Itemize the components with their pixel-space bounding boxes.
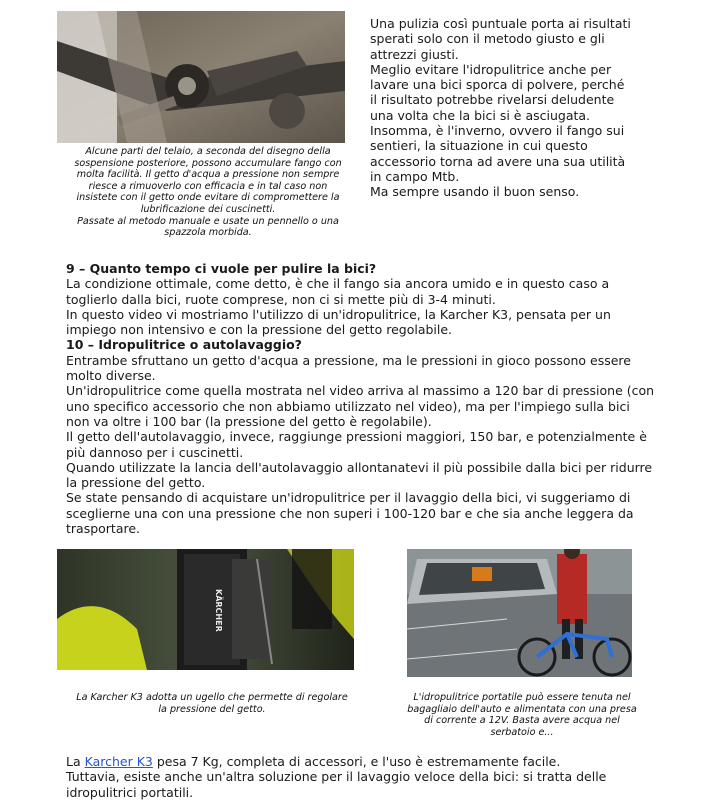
bike-frame-mud-photo-image	[57, 11, 345, 143]
section-9-paragraph: In questo video vi mostriamo l'utilizzo di un'idropulitrice, la Karcher K3, pensata per un impiego non intensivo e con la pressione del getto regolabile.	[66, 306, 611, 338]
section-10-paragraph: Entrambe sfruttano un getto d'acqua a pressione, ma le pressioni in gioco possono essere molto diverse.	[66, 352, 631, 384]
bottom-prefix: La	[66, 754, 85, 769]
section-10-paragraph: Se state pensando di acquistare un'idropulitrice per il lavaggio della bici, vi suggeriamo di sceglierne una con una pressione che non superi i 100-120 bar e che sia anche leggera da trasportare.	[66, 490, 634, 537]
right-paragraph: Meglio evitare l'idropulitrice anche per lavare una bici sporca di polvere, perché il risultato potrebbe rivelarsi deludente una volta che la bici si è asciugata.	[370, 61, 625, 123]
section-9-paragraph: La condizione ottimale, come detto, è che il fango sia ancora umido e in questo caso a toglierlo dalla bici, ruote comprese, non ci si mette più di 3-4 minuti.	[66, 276, 610, 307]
right-paragraph: Insomma, è l'inverno, ovvero il fango sui sentieri, la situazione in cui questo accessorio torna ad avere una sua utilità in campo Mtb.	[370, 123, 626, 184]
section-9-heading: 9 – Quanto tempo ci vuole per pulire la bici?	[66, 261, 377, 276]
bottom-paragraph-1	[66, 754, 656, 769]
portable-washer-caption: L'idropulitrice portatile può essere tenuta nel bagagliaio dell'auto e alimentata con una presa di corrente a 12V. Basta avere acqua nel serbatoio e...	[407, 692, 637, 738]
right-paragraph: Una pulizia così puntuale porta ai risultati sperati solo con il metodo giusto e gli attrezzi giusti.	[370, 16, 631, 62]
section-10-paragraph: Un'idropulitrice come quella mostrata nel video arriva al massimo a 120 bar di pressione (con uno specifico accessorio che non abbiamo utilizzato nel video), ma per l'impiego sulla bici non va oltre i 100 bar (la pressione del getto è regolabile).	[66, 383, 655, 429]
top-photo-caption-text: Alcune parti del telaio, a seconda del disegno della sospensione posteriore, possono accumulare fango con molta facilità. Il getto d'acqua a pressione non sempre riesce a rimuoverlo con efficacia e in tal caso non insistete con il getto onde evitare di compromettere la lubrificazione dei cuscinetti.	[74, 146, 342, 215]
section-10-paragraph: Quando utilizzate la lancia dell'autolavaggio allontanatevi il più possibile dalla bici per ridurre la pressione del getto.	[66, 459, 653, 491]
portable-washer-car-photo	[407, 549, 632, 677]
section-10-paragraph: Il getto dell'autolavaggio, invece, raggiunge pressioni maggiori, 150 bar, e potenzialmente è più dannoso per i cuscinetti.	[66, 429, 647, 460]
top-photo-caption	[72, 146, 344, 239]
top-photo-caption-text-2: Passate al metodo manuale e usate un pennello o una spazzola morbida.	[77, 215, 339, 239]
portable-washer-car-photo-image	[407, 549, 632, 677]
bike-frame-mud-photo	[57, 11, 345, 143]
karcher-k3-link[interactable]: Karcher K3	[84, 754, 153, 769]
right-paragraph: Ma sempre usando il buon senso.	[370, 184, 580, 200]
karcher-photo-caption: La Karcher K3 adotta un ugello che permette di regolare la pressione del getto.	[76, 692, 348, 715]
karcher-brand-label: KÄRCHER	[214, 589, 223, 632]
right-column-text	[370, 16, 632, 200]
karcher-nozzle-photo	[57, 549, 354, 670]
karcher-nozzle-photo-image	[57, 549, 354, 670]
section-10-heading: 10 – Idropulitrice o autolavaggio?	[66, 337, 302, 353]
bottom-text	[66, 754, 656, 800]
main-text	[66, 261, 656, 536]
bottom-paragraph-2: Tuttavia, esiste anche un'altra soluzione per il lavaggio veloce della bici: si tratta delle idropulitrici portatili.	[66, 769, 607, 800]
bottom-suffix: pesa 7 Kg, completa di accessori, e l'uso è estremamente facile.	[152, 754, 561, 769]
